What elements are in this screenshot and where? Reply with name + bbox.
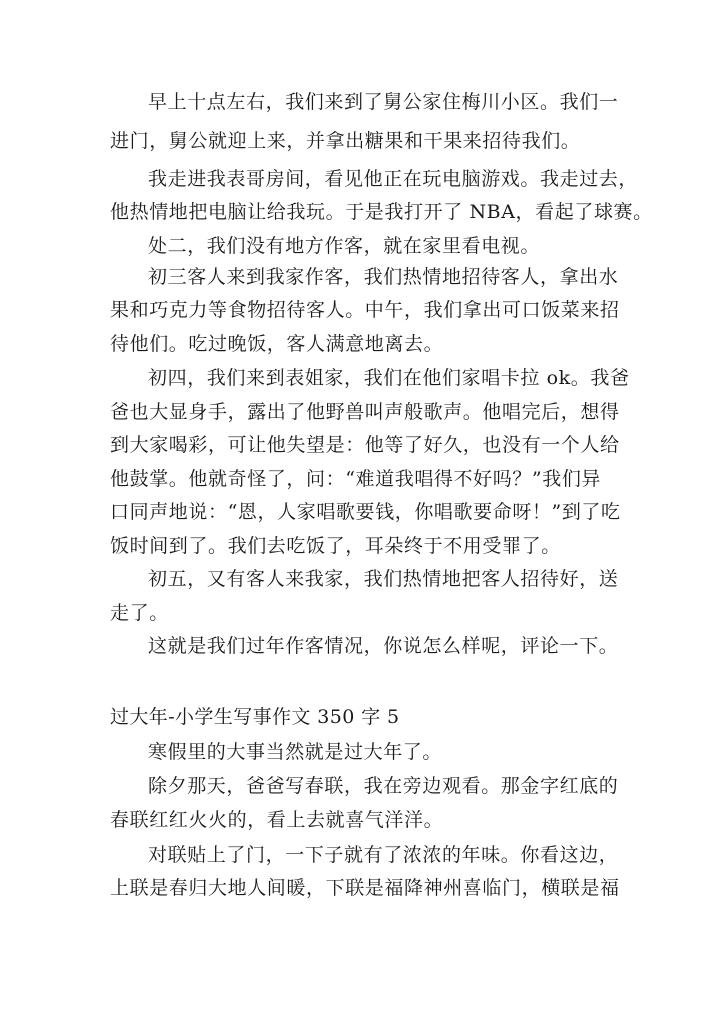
paragraph-line: 他鼓掌。他就奇怪了，问：“难道我唱得不好吗？”我们异: [110, 468, 602, 490]
paragraph-line: 春联红红火火的，看上去就喜气洋洋。: [110, 809, 444, 831]
paragraph-line: 除夕那天，爸爸写春联，我在旁边观看。那金字红底的: [148, 775, 619, 797]
paragraph-line: 口同声地说：“恩，人家唱歌要钱，你唱歌要命呀！”到了吃: [110, 501, 621, 523]
paragraph-line: 进门，舅公就迎上来，并拿出糖果和干果来招待我们。: [110, 130, 581, 152]
paragraph-line: 对联贴上了门，一下子就有了浓浓的年味。你看这边，: [148, 844, 619, 866]
paragraph-line: 初五，又有客人来我家，我们热情地把客人招待好，送: [148, 568, 619, 590]
paragraph-line: 早上十点左右，我们来到了舅公家住梅川小区。我们一: [148, 91, 619, 113]
paragraph-line: 饭时间到了。我们去吃饭了，耳朵终于不用受罪了。: [110, 535, 561, 557]
paragraph-line: 这就是我们过年作客情况，你说怎么样呢，评论一下。: [148, 635, 619, 657]
paragraph-line: 到大家喝彩，可让他失望是：他等了好久，也没有一个人给: [110, 434, 620, 456]
paragraph-line: 上联是春归大地人间暖，下联是福降神州喜临门，横联是福: [110, 877, 620, 899]
paragraph-line: 爸也大显身手，露出了他野兽叫声般歌声。他唱完后，想得: [110, 401, 620, 423]
paragraph-line: 他热情地把电脑让给我玩。于是我打开了 NBA，看起了球赛。: [110, 201, 653, 223]
paragraph-line: 寒假里的大事当然就是过大年了。: [148, 741, 443, 763]
paragraph-line: 果和巧克力等食物招待客人。中午，我们拿出可口饭菜来招: [110, 299, 620, 321]
paragraph-line: 待他们。吃过晚饭，客人满意地离去。: [110, 333, 444, 355]
section-title: 过大年-小学生写事作文 350 字 5: [110, 706, 400, 728]
paragraph-line: 初四，我们来到表姐家，我们在他们家唱卡拉 ok。我爸: [148, 367, 630, 389]
paragraph-line: 走了。: [110, 602, 169, 624]
paragraph-line: 处二，我们没有地方作客，就在家里看电视。: [148, 235, 541, 257]
paragraph-line: 我走进我表哥房间，看见他正在玩电脑游戏。我走过去，: [148, 168, 639, 190]
paragraph-line: 初三客人来到我家作客，我们热情地招待客人，拿出水: [148, 266, 619, 288]
